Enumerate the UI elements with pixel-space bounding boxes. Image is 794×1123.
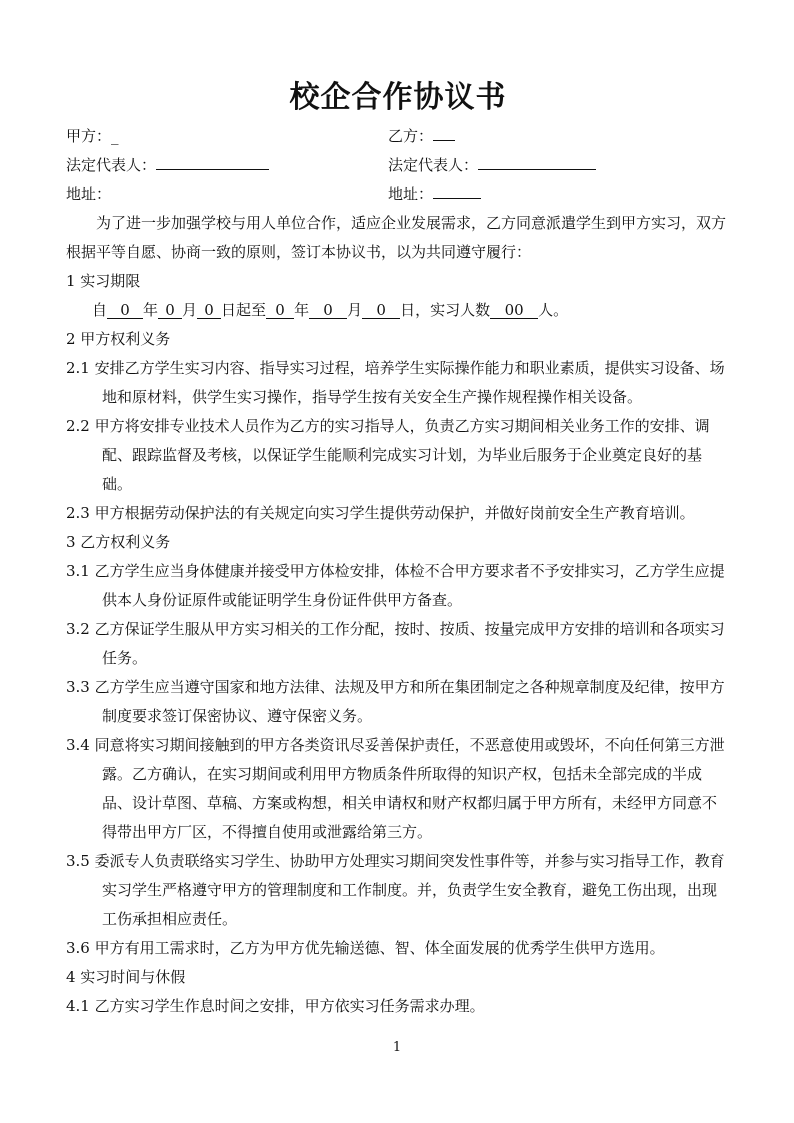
- party-b-address: [388, 180, 481, 209]
- party-a-address: [66, 180, 388, 209]
- party-a-rep: [66, 151, 388, 180]
- party-b-rep-label: 法定代表人：: [388, 156, 479, 174]
- clause-2-1: 2.1 安排乙方学生实习内容、指导实习过程，培养学生实际操作能力和职业素质，提供实习设备、场地和原材料，供学生实习操作，指导学生按有关安全生产操作规程操作相关设备。: [66, 359, 725, 406]
- document-title: 校企合作协议书: [289, 80, 507, 115]
- party-b-rep-blank: [478, 153, 596, 170]
- clause-2-3: 2.3 甲方根据劳动保护法的有关规定向实习学生提供劳动保护，并做好岗前安全生产教育培训。: [66, 504, 695, 522]
- period-text-month: 月: [182, 301, 198, 319]
- party-b-address-blank: [433, 182, 481, 199]
- party-a-value: _: [111, 127, 119, 145]
- period-text-count: 日，实习人数: [400, 301, 491, 319]
- clause-3-6: 3.6 甲方有用工需求时，乙方为甲方优先输送德、智、体全面发展的优秀学生供甲方选用。: [66, 939, 665, 957]
- section-3-heading: 3 乙方权利义务: [66, 533, 171, 551]
- section-1-heading: 1 实习期限: [66, 272, 141, 290]
- start-month-field: 0: [158, 302, 182, 319]
- section-4-heading: 4 实习时间与休假: [66, 968, 186, 986]
- end-year-field: 0: [266, 302, 294, 319]
- section-2-heading: 2 甲方权利义务: [66, 330, 171, 348]
- clause-3-3: 3.3 乙方学生应当遵守国家和地方法律、法规及甲方和所在集团制定之各种规章制度及纪律，按甲方制度要求签订保密协议、遵守保密义务。: [66, 678, 725, 725]
- party-b-blank: [433, 124, 455, 141]
- party-a: [66, 122, 388, 151]
- party-names-row: [66, 122, 730, 151]
- party-b: [388, 122, 455, 151]
- clause-3-1: 3.1 乙方学生应当身体健康并接受甲方体检安排，体检不合甲方要求者不予安排实习，乙方学生应提供本人身份证原件或能证明学生身份证件供甲方备查。: [66, 562, 725, 609]
- representative-row: [66, 151, 730, 180]
- clause-3-4: 3.4 同意将实习期间接触到的甲方各类资讯尽妥善保护责任，不恶意使用或毁坏，不向任何第三方泄露。乙方确认，在实习期间或利用甲方物质条件所取得的知识产权，包括未全部完成的半成品、设计草图、草稿、方案或构想，相关申请权和财产权都归属于甲方所有，未经甲方同意不得带出甲方厂区，不得擅自使用或泄露给第三方。: [66, 736, 725, 841]
- address-row: [66, 180, 730, 209]
- end-month-field: 0: [309, 302, 347, 319]
- party-a-address-label: 地址：: [66, 185, 112, 203]
- end-day-field: 0: [362, 302, 400, 319]
- start-year-field: 0: [107, 302, 143, 319]
- period-text-year: 年: [143, 301, 159, 319]
- party-b-address-label: 地址：: [388, 185, 434, 203]
- period-text-to: 日起至: [221, 301, 267, 319]
- clause-3-5: 3.5 委派专人负责联络实习学生、协助甲方处理实习期间突发性事件等，并参与实习指导工作，教育实习学生严格遵守甲方的管理制度和工作制度。并，负责学生安全教育，避免工伤出现，出现工伤承担相应责任。: [66, 852, 725, 928]
- internship-period-line: [66, 296, 730, 325]
- party-a-rep-blank: [156, 153, 269, 170]
- start-day-field: 0: [197, 302, 221, 319]
- party-a-rep-label: 法定代表人：: [66, 156, 157, 174]
- period-text-from: 自: [92, 301, 108, 319]
- clause-4-1: 4.1 乙方实习学生作息时间之安排，甲方依实习任务需求办理。: [66, 997, 485, 1015]
- period-text-month-2: 月: [347, 301, 363, 319]
- party-b-rep: [388, 151, 596, 180]
- period-text-person: 人。: [538, 301, 569, 319]
- intro-paragraph: 为了进一步加强学校与用人单位合作，适应企业发展需求，乙方同意派遣学生到甲方实习，双方根据平等自愿、协商一致的原则，签订本协议书，以为共同遵守履行：: [66, 214, 727, 261]
- page-number: 1: [392, 1040, 402, 1055]
- party-b-label: 乙方：: [388, 127, 434, 145]
- period-text-year-2: 年: [294, 301, 310, 319]
- party-a-label: 甲方：: [66, 127, 112, 145]
- intern-count-field: 00: [490, 302, 538, 319]
- clause-3-2: 3.2 乙方保证学生服从甲方实习相关的工作分配，按时、按质、按量完成甲方安排的培训和各项实习任务。: [66, 620, 725, 667]
- clause-2-2: 2.2 甲方将安排专业技术人员作为乙方的实习指导人，负责乙方实习期间相关业务工作的安排、调配、跟踪监督及考核，以保证学生能顺利完成实习计划，为毕业后服务于企业奠定良好的基础。: [66, 417, 710, 493]
